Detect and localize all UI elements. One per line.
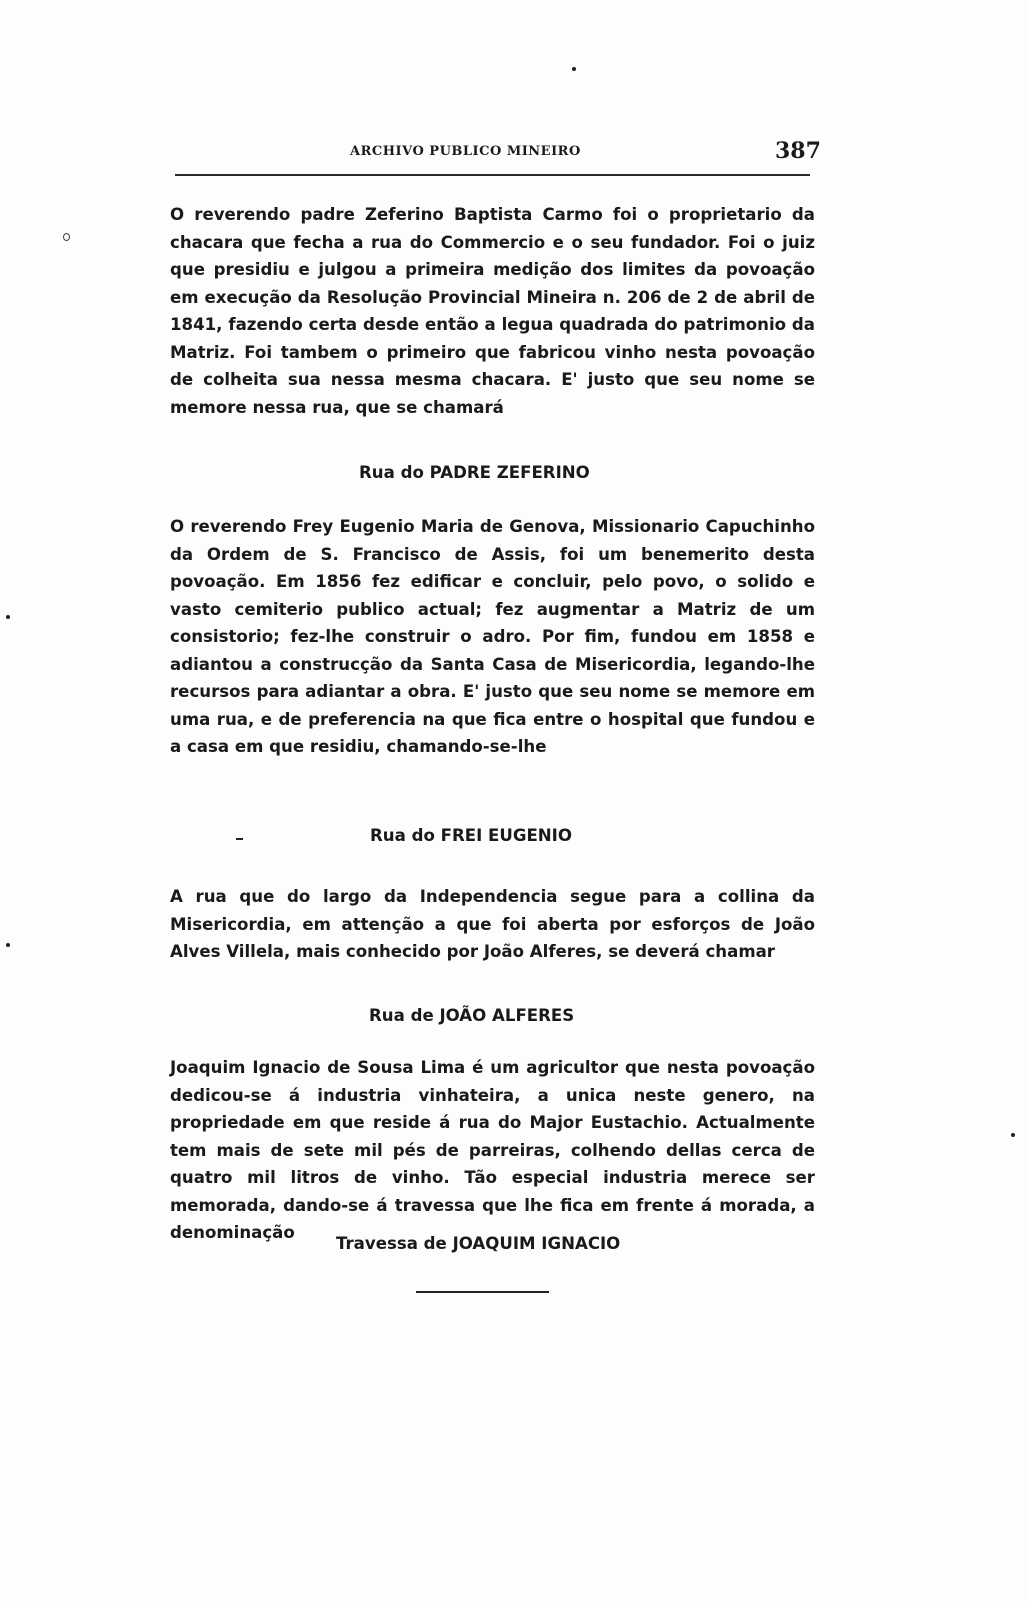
running-title: ARCHIVO PUBLICO MINEIRO — [350, 144, 581, 159]
heading-travessa-joaquim-ignacio: Travessa de JOAQUIM IGNACIO — [336, 1234, 621, 1253]
scan-speck — [572, 67, 576, 71]
paragraph-padre-zeferino: O reverendo padre Zeferino Baptista Carmo foi o proprietario da chacara que fecha a rua do Commercio e o seu fundador. Foi o juiz que presidiu e julgou a primeira medição dos limites da povoação em execução da Resolução Provincial Mineira n. 206 de 2 de abril de 1841, fazendo certa desde então a legua quadrada do patrimonio da Matriz. Foi tambem o primeiro que fabricou vinho nesta povoação de colheita sua nessa mesma chacara. E' justo que seu nome se memore nessa rua, que se chamará — [170, 205, 815, 417]
header-rule — [175, 174, 810, 176]
heading-rua-joao-alferes: Rua de JOÃO ALFERES — [369, 1006, 575, 1025]
scan-speck — [63, 233, 70, 241]
heading-rua-frei-eugenio: Rua do FREI EUGENIO — [370, 826, 572, 845]
end-rule — [416, 1291, 549, 1293]
paragraph-frei-eugenio: O reverendo Frey Eugenio Maria de Genova, Missionario Capuchinho da Ordem de S. Francisco de Assis, foi um benemerito desta povoação. Em 1856 fez edificar e concluir, pelo povo, o solido e vasto cemiterio publico actual; fez augmentar a Matriz de um consistorio; fez-lhe construir o adro. Por fim, fundou em 1858 e adiantou a construcção da Santa Casa de Misericordia, legando-lhe recursos para adiantar a obra. E' justo que seu nome se memore em uma rua, e de preferencia na que fica entre o hospital que fundou e a casa em que residiu, chamando-se-lhe — [170, 517, 815, 756]
paragraph-joao-alferes: A rua que do largo da Independencia segue para a collina da Misericordia, em attenção a que foi aberta por esforços de João Alves Villela, mais conhecido por João Alferes, se deverá chamar — [170, 887, 815, 961]
paragraph-joaquim-ignacio: Joaquim Ignacio de Sousa Lima é um agricultor que nesta povoação dedicou-se á industria vinhateira, a unica neste genero, na propriedade em que reside á rua do Major Eustachio. Actualmente tem mais de sete mil pés de parreiras, colhendo dellas cerca de quatro mil litros de vinho. Tão especial industria merece ser memorada, dando-se á travessa que lhe fica em frente á morada, a denominação — [170, 1058, 815, 1242]
heading-rua-padre-zeferino: Rua do PADRE ZEFERINO — [359, 463, 590, 482]
scan-speck — [6, 943, 10, 947]
scan-speck — [236, 838, 243, 840]
page-number: 387 — [775, 138, 821, 164]
scan-speck — [1011, 1133, 1015, 1137]
scan-speck — [6, 615, 10, 619]
